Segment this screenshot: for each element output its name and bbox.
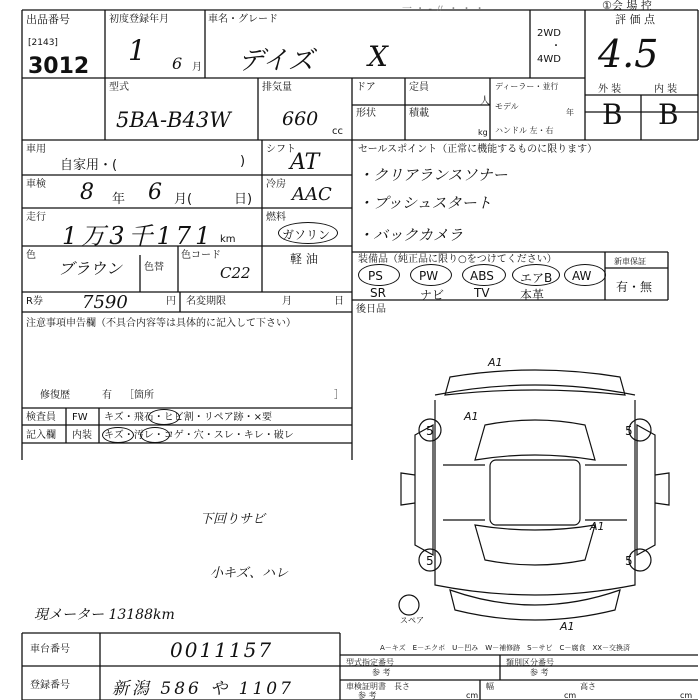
damage-mark-right: A1 <box>590 520 605 533</box>
year-unit: 年 <box>566 108 574 117</box>
shift-value: AT <box>290 150 320 175</box>
grade: X <box>368 40 388 73</box>
color-code-label: 色コード <box>181 250 221 261</box>
meter-note: 現メーター 13188km <box>34 607 175 623</box>
tire-rear-right: 5 <box>625 554 633 568</box>
type-cert-label: 型式指定番号 <box>346 658 394 667</box>
person-unit: 人 <box>480 96 490 107</box>
month-char: 月 <box>192 62 202 73</box>
year-char: 年 <box>112 192 126 207</box>
recycle-label: R券 <box>26 296 43 307</box>
equipment-label: 装備品（純正品に限り○をつけてください） <box>358 254 557 265</box>
class-label: 類別区分番号 <box>506 658 554 667</box>
equipment-pw: PW <box>419 269 439 283</box>
width-unit: cm <box>564 691 577 700</box>
later-items-label: 後日品 <box>356 304 386 315</box>
height-label: 高さ <box>580 682 596 691</box>
venue-header-faint: 一 ・ ‐ 〃 ・ ・ ・ <box>402 4 485 15</box>
airbag-circle <box>512 264 560 286</box>
load-label: 積載 <box>409 108 429 119</box>
displacement-value: 660 <box>282 108 319 130</box>
warranty-label: 新車保証 <box>614 257 646 266</box>
class-reference: 参 考 <box>530 668 549 677</box>
damage-mark-bottom: A1 <box>560 620 575 633</box>
first-registration-month: 6 <box>172 54 183 73</box>
stone-chip-circle <box>148 409 180 425</box>
name-change-month: 月 <box>282 296 292 307</box>
registration-label: 登録番号 <box>30 680 70 691</box>
vehicle-cert-label: 車検証明書 <box>346 682 386 691</box>
mileage-value: 1万3千171 <box>62 222 215 250</box>
car-damage-diagram <box>395 355 670 635</box>
yen-unit: 円 <box>166 296 176 307</box>
score-value: 4.5 <box>598 32 659 76</box>
km-unit: km <box>220 234 236 245</box>
tire-rear-left: 5 <box>426 554 434 568</box>
spare-label: スペア <box>400 616 424 625</box>
model-label: 車名・グレード <box>208 14 278 25</box>
kg-unit: kg <box>478 128 488 137</box>
shift-label: シフト <box>266 144 296 155</box>
aw-circle <box>564 264 606 286</box>
mileage-label: 走行 <box>26 212 46 223</box>
chassis-label: 車台番号 <box>30 644 70 655</box>
equipment-tv: TV <box>474 286 490 300</box>
gasoline-circle <box>278 222 338 244</box>
model-name: デイズ <box>238 46 314 76</box>
drive-2wd: 2WD <box>537 28 561 39</box>
notes-label: 注意事項申告欄（不具合内容等は具体的に記入して下さい） <box>26 318 296 329</box>
type-label: 型式 <box>109 82 129 93</box>
repair-place: ［箇所 <box>124 390 154 401</box>
shape-label: 形状 <box>356 108 376 119</box>
fuel-diesel: 軽 油 <box>290 252 318 266</box>
entry-label: 記入欄 <box>26 430 56 441</box>
sales-point-2: ・プッシュスタート <box>358 194 492 212</box>
displacement-label: 排気量 <box>262 82 292 93</box>
dealer-label: ディーラー・並行 <box>495 82 559 91</box>
equipment-abs: ABS <box>470 269 494 283</box>
length-label: 長さ <box>394 682 410 691</box>
color-value: ブラウン <box>58 259 123 278</box>
inspection-year: 8 <box>80 180 94 205</box>
inspection-month-char: 月( <box>174 192 193 207</box>
fw-label: FW <box>72 412 88 423</box>
stain-circle <box>140 427 170 443</box>
fuel-label: 燃料 <box>266 212 286 223</box>
color-label: 色 <box>26 250 36 261</box>
usage-label: 車用 <box>26 144 46 155</box>
registration-value: 新潟 586 や 1107 <box>112 679 294 699</box>
sales-points-label: セールスポイント（正常に機能するものに限ります） <box>358 144 598 155</box>
ac-label: 冷房 <box>266 179 286 190</box>
exterior-grade: B <box>602 98 623 131</box>
inspection-month: 6 <box>148 180 162 205</box>
drive-dot: ・ <box>551 41 561 52</box>
lot-small-number: [2143] <box>28 38 58 48</box>
repair-value: 有 <box>102 390 112 401</box>
score-label: 評 価 点 <box>615 13 655 26</box>
recycle-value: 7590 <box>82 292 128 313</box>
equipment-aw: AW <box>572 269 592 283</box>
color-code-value: C22 <box>220 264 251 282</box>
equipment-sr: SR <box>370 286 386 300</box>
color-change-label: 色替 <box>144 262 164 273</box>
handle-label: ハンドル 左・右 <box>495 126 554 135</box>
repair-label: 修復歴 <box>40 390 70 401</box>
type-value: 5BA-B43W <box>116 108 231 132</box>
repair-close: ］ <box>334 390 344 401</box>
name-change-label: 名変期限 <box>186 296 226 307</box>
usage-close: ) <box>240 154 246 169</box>
scratch-circle <box>102 427 134 443</box>
drive-4wd: 4WD <box>537 54 561 65</box>
lot-label: 出品番号 <box>26 13 70 26</box>
damage-mark-top: A1 <box>488 356 503 369</box>
capacity-label: 定員 <box>409 82 429 93</box>
inspector-label: 検査員 <box>26 412 56 423</box>
inside-label: 内装 <box>72 430 92 441</box>
defects-row-2: キズ・汚レ・コゲ・穴・スレ・キレ・破レ <box>104 430 294 441</box>
ps-circle <box>358 264 400 286</box>
warranty-value: 有・無 <box>616 280 653 294</box>
name-change-day: 日 <box>334 296 344 307</box>
lot-number: 3012 <box>28 54 90 79</box>
defects-row-1: キズ・飛石・ヒビ割・リペア跡・×要 <box>104 412 272 423</box>
fuel-gasoline: ガソリン <box>282 228 331 242</box>
model-year-label: モデル <box>495 102 519 111</box>
first-registration-year: 1 <box>128 34 146 67</box>
equipment-ps: PS <box>368 269 383 283</box>
chassis-value: 0011157 <box>170 638 274 662</box>
exterior-label: 外 装 <box>598 84 622 95</box>
ac-value: AAC <box>292 184 332 205</box>
sales-point-3: ・バックカメラ <box>358 226 464 244</box>
width-label: 幅 <box>486 682 494 691</box>
interior-label: 内 装 <box>654 84 678 95</box>
note-underbody-rust: 下回りサビ <box>200 512 266 527</box>
day-char: 日) <box>234 192 253 207</box>
first-registration-label: 初度登録年月 <box>109 14 169 25</box>
venue-title: ①会 場 控 <box>602 0 652 12</box>
note-small-scratches: 小キズ、ハレ <box>210 566 289 581</box>
type-cert-reference: 参 考 <box>372 668 391 677</box>
inspection-label: 車検 <box>26 179 46 190</box>
length-unit: cm <box>466 691 479 700</box>
equipment-leather: 本革 <box>520 288 545 302</box>
interior-grade: B <box>658 98 679 131</box>
cc-unit: cc <box>332 126 343 137</box>
tire-front-right: 5 <box>625 424 633 438</box>
pw-circle <box>410 264 452 286</box>
damage-mark-left: A1 <box>464 410 479 423</box>
tire-front-left: 5 <box>426 424 434 438</box>
abs-circle <box>462 264 506 286</box>
vehicle-cert-reference: 参 考 <box>358 691 377 700</box>
sales-point-1: ・クリアランスソナー <box>358 166 508 184</box>
height-unit: cm <box>680 691 693 700</box>
door-label: ドア <box>356 82 376 93</box>
damage-legend: A－キズ E－エクボ U－凹み W－補修跡 S－サビ C－腐食 XX－交換済 <box>380 644 631 652</box>
equipment-airbag: エアB <box>520 271 553 285</box>
usage-value: 自家用・( <box>60 158 118 173</box>
equipment-navi: ナビ <box>420 288 445 302</box>
